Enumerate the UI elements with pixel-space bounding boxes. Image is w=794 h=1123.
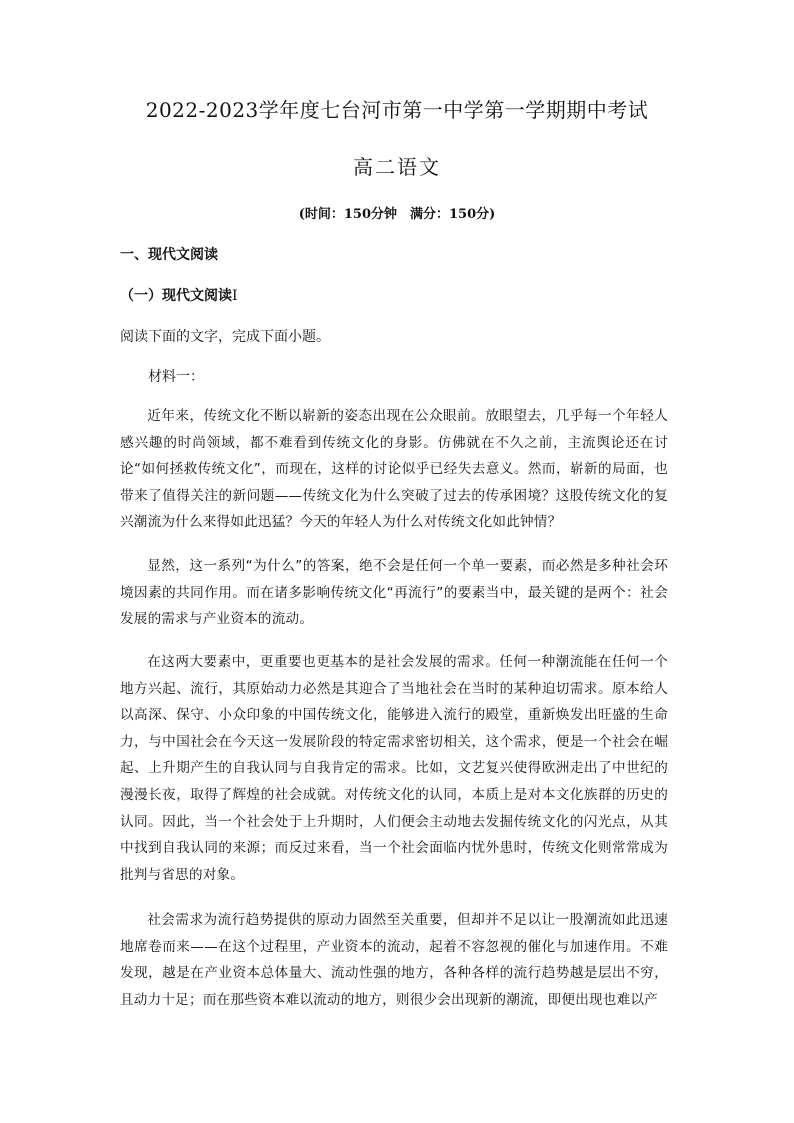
subsection-heading-text: （一）现代文阅读 [120,288,232,304]
paragraph-1: 近年来，传统文化不断以崭新的姿态出现在公众眼前。放眼望去，几乎每一个年轻人感兴趣的时尚领域，都不难看到传统文化的身影。仿佛就在不久之前，主流舆论还在讨论“如何拯救传统文化”，而现在，这样的讨论似乎已经失去意义。然而，崭新的局面，也带来了值得关注的新问题——传统文化为什么突破了过去的传承困境？这股传统文化的复兴潮流为什么来得如此迅猛？今天的年轻人为什么对传统文化如此钟情？ [120,408,668,531]
subsection-roman-numeral: Ⅰ [232,288,238,304]
material-label: 材料一： [148,369,204,385]
exam-time-and-score: (时间：150分钟 满分：150分) [298,207,496,222]
exam-subject: 高二语文 [353,155,441,179]
section-heading-modern-reading: 一、现代文阅读 [120,247,218,263]
paragraph-4: 社会需求为流行趋势提供的原动力固然至关重要，但却并不足以让一股潮流如此迅速地席卷而来——在这个过程里，产业资本的流动，起着不容忽视的催化与加速作用。不难发现，越是在产业资本总体量大、流动性强的地方，各种各样的流行趋势越是层出不穷，且动力十足；而在那些资本难以流动的地方，则很少会出现新的潮流，即便出现也难以产 [120,912,668,1008]
paragraph-3: 在这两大要素中，更重要也更基本的是社会发展的需求。任何一种潮流能在任何一个地方兴起、流行，其原始动力必然是其迎合了当地社会在当时的某种迫切需求。原本给人以高深、保守、小众印象的中国传统文化，能够进入流行的殿堂，重新焕发出旺盛的生命力，与中国社会在今天这一发展阶段的特定需求密切相关，这个需求，便是一个社会在崛起、上升期产生的自我认同与自我肯定的需求。比如，文艺复兴使得欧洲走出了中世纪的漫漫长夜，取得了辉煌的社会成就。对传统文化的认同，本质上是对本文化族群的历史的认同。因此，当一个社会处于上升期时，人们便会主动地去发掘传统文化的闪光点，从其中找到自我认同的来源；而反过来看，当一个社会面临内忧外患时，传统文化则常常成为批判与省思的对象。 [120,654,668,883]
subsection-heading-modern-reading-1 [120,286,238,306]
reading-instruction: 阅读下面的文字，完成下面小题。 [120,329,330,345]
paragraph-2: 显然，这一系列“为什么”的答案，绝不会是任何一个单一要素，而必然是多种社会环境因素的共同作用。而在诸多影响传统文化“再流行”的要素当中，最关键的是两个：社会发展的需求与产业资本的流动。 [120,558,668,628]
exam-title: 2022-2023学年度七台河市第一中学第一学期期中考试 [145,98,649,122]
